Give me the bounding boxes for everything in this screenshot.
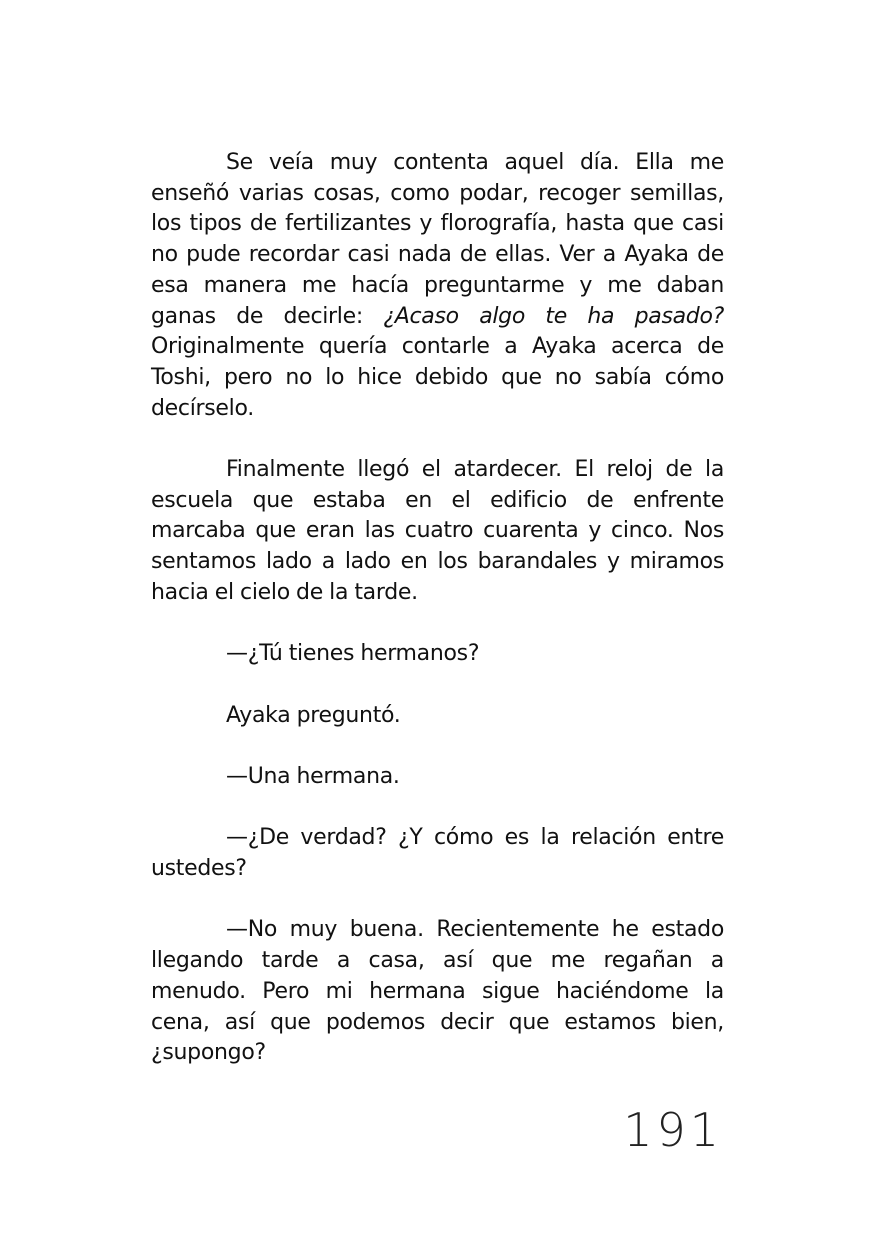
dialogue-line: —Una hermana.: [226, 764, 400, 789]
paragraph-text: Se veía muy contenta aquel día. Ella me enseñó varias cosas, como podar, recoger semillas, los tipos de fertilizantes y florografía, hasta que casi no pude recordar casi nada de ellas. Ver a Ayaka de esa manera me hacía preguntarme y me daban ganas de decirle:: [151, 150, 724, 329]
dialogue-line: —No muy buena. Recientemente he estado llegando tarde a casa, así que me regañan a menudo. Pero mi hermana sigue haciéndome la cena, así que podemos decir que estamos bien, ¿supongo?: [151, 917, 724, 1066]
paragraph-text: Originalmente quería contarle a Ayaka acerca de Toshi, pero no lo hice debido que no sabía cómo decírselo.: [151, 334, 724, 421]
paragraph: [151, 148, 724, 424]
page-number: 191: [623, 1103, 723, 1157]
italic-question: ¿Acaso algo te ha pasado?: [383, 303, 724, 329]
body-text: [151, 148, 724, 1100]
dialogue-line: —¿De verdad? ¿Y cómo es la relación entre ustedes?: [151, 825, 724, 882]
dialogue-line: —¿Tú tienes hermanos?: [226, 641, 480, 667]
paragraph: Ayaka preguntó.: [226, 702, 401, 728]
paragraph: Finalmente llegó el atardecer. El reloj de la escuela que estaba en el edificio de enfrente marcaba que eran las cuatro cuarenta y cinco. Nos sentamos lado a lado en los barandales y miramos hacia el cielo de la tarde.: [151, 457, 724, 605]
